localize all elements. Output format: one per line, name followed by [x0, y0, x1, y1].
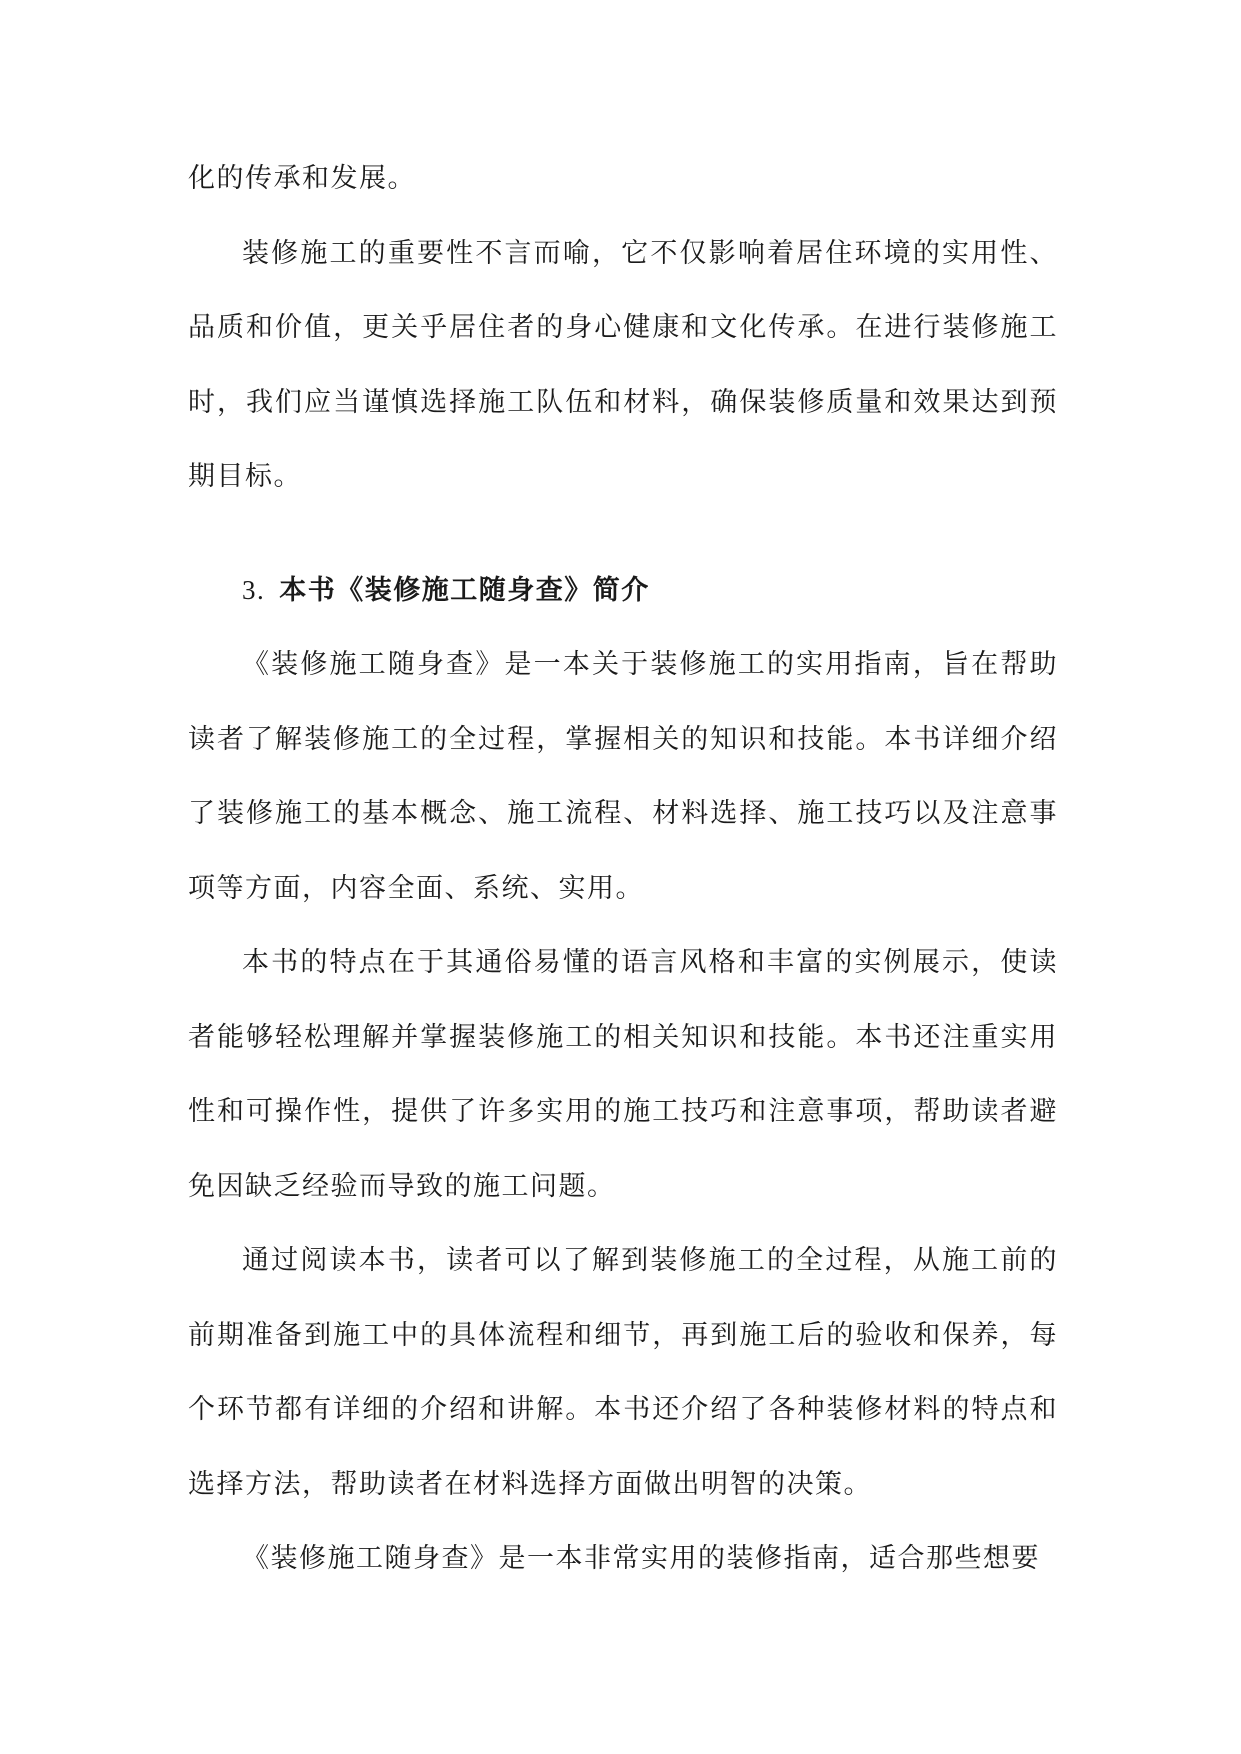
paragraph-book-audience: 《装修施工随身查》是一本非常实用的装修指南，适合那些想要 [242, 1543, 1040, 1574]
paragraph-book-intro: 《装修施工随身查》是一本关于装修施工的实用指南，旨在帮助读者了解装修施工的全过程，掌握相关的知识和技能。本书详细介绍了装修施工的基本概念、施工流程、材料选择、施工技巧以及注意事项等方面，内容全面、系统、实用。 [188, 649, 1058, 904]
section-number: 3. [242, 574, 266, 605]
document-page [188, 142, 1058, 1597]
paragraph-book-features: 本书的特点在于其通俗易懂的语言风格和丰富的实例展示，使读者能够轻松理解并掌握装修施工的相关知识和技能。本书还注重实用性和可操作性，提供了许多实用的施工技巧和注意事项，帮助读者避免因缺乏经验而导致的施工问题。 [188, 947, 1058, 1202]
paragraph-continuation: 化的传承和发展。 [188, 163, 416, 194]
paragraph-book-contents: 通过阅读本书，读者可以了解到装修施工的全过程，从施工前的前期准备到施工中的具体流程和细节，再到施工后的验收和保养，每个环节都有详细的介绍和讲解。本书还介绍了各种装修材料的特点和选择方法，帮助读者在材料选择方面做出明智的决策。 [188, 1245, 1058, 1500]
section-title: 本书《装修施工随身查》简介 [279, 574, 650, 606]
paragraph-importance: 装修施工的重要性不言而喻，它不仅影响着居住环境的实用性、品质和价值，更关乎居住者的身心健康和文化传承。在进行装修施工时，我们应当谨慎选择施工队伍和材料，确保装修质量和效果达到预期目标。 [188, 237, 1058, 492]
section-heading [188, 553, 1058, 629]
